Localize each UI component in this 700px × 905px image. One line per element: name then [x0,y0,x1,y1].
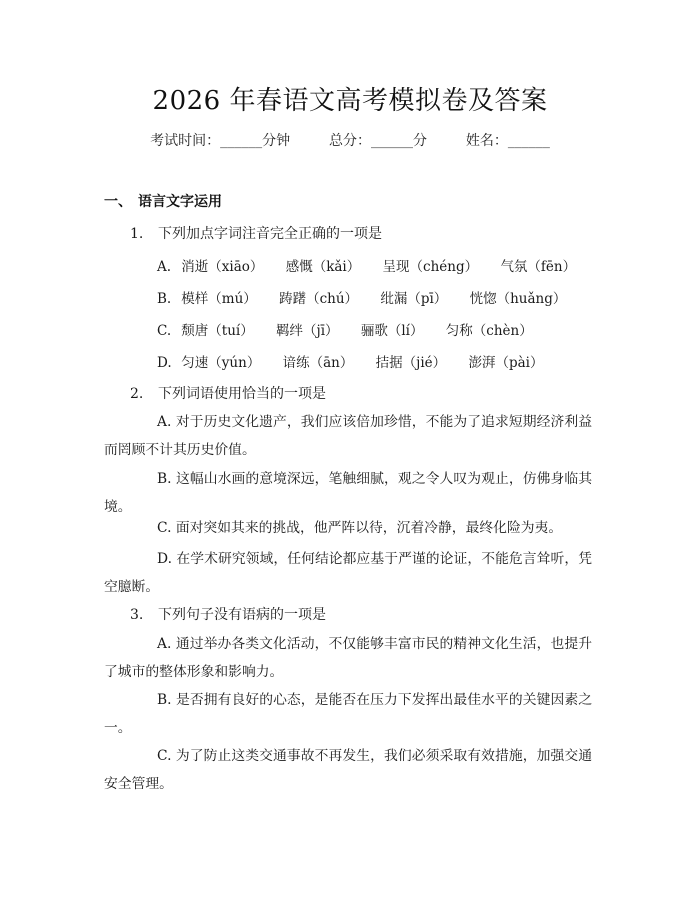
q2-option-c: C. 面对突如其来的挑战，他严阵以待，沉着冷静，最终化险为夷。 [157,520,563,536]
q1-option-a [157,255,594,275]
option-item: 踌躇（chú） [279,291,359,307]
option-item: 模样（mú） [181,291,257,307]
option-item: 呈现（chéng） [382,259,479,275]
option-item: 羁绊（jī） [276,323,339,339]
option-item: 颓唐（tuí） [181,323,254,339]
section-heading [104,191,222,211]
option-letter: B. [157,291,172,307]
option-item: 消逝（xiāo） [181,259,264,275]
name-label: 姓名： [465,133,508,149]
question-number: 2. [130,386,144,402]
time-blank: ______ [220,133,263,149]
question-text: 下列词语使用恰当的一项是 [158,386,326,402]
question-text: 下列句子没有语病的一项是 [158,607,326,623]
q3-option-a: A. 通过举办各类文化活动，不仅能够丰富市民的精神文化生活，也提升了城市的整体形象和影响力。 [104,636,592,680]
name-blank: ______ [507,133,550,149]
option-item: 拮据（jié） [375,355,447,371]
question-2-stem [130,383,326,403]
score-label: 总分： [329,133,371,149]
option-letter: C. [157,323,172,339]
q2-option-b: B. 这幅山水画的意境深远，笔触细腻，观之令人叹为观止，仿佛身临其境。 [104,471,592,515]
option-item: 澎湃（pài） [468,355,544,371]
option-item: 匀速（yún） [181,355,261,371]
question-number: 1. [130,226,144,242]
score-unit: 分 [413,133,427,149]
option-item: 匀称（chèn） [445,323,533,339]
question-3-stem [130,604,326,624]
q1-option-c [157,319,551,339]
q1-option-b [157,287,584,307]
score-blank: ______ [371,133,413,149]
q3-option-c: C. 为了防止这类交通事故不再发生，我们必须采取有效措施，加强交通安全管理。 [104,748,592,792]
section-title: 语言文字运用 [138,194,222,210]
option-letter: A. [157,259,172,275]
option-item: 谙练（ān） [282,355,354,371]
exam-info-line [0,130,700,150]
page-title: 2026 年春语文高考模拟卷及答案 [152,86,548,116]
option-letter: D. [157,355,172,371]
question-number: 3. [130,607,144,623]
option-item: 纰漏（pī） [380,291,448,307]
option-item: 恍惚（huǎng） [469,291,567,307]
option-item: 气氛（fēn） [500,259,577,275]
time-unit: 分钟 [262,133,291,149]
question-1-stem [130,223,382,243]
q1-option-d [157,351,561,371]
option-item: 感慨（kǎi） [285,259,361,275]
section-number: 一、 [104,194,132,210]
q2-option-d: D. 在学术研究领域，任何结论都应基于严谨的论证，不能危言耸听，凭空臆断。 [104,551,592,595]
time-label: 考试时间： [150,133,221,149]
q2-option-a: A. 对于历史文化遗产，我们应该倍加珍惜，不能为了追求短期经济利益而罔顾不计其历史价值。 [104,414,592,458]
q3-option-b: B. 是否拥有良好的心态，是能否在压力下发挥出最佳水平的关键因素之一。 [104,692,592,736]
question-text: 下列加点字词注音完全正确的一项是 [158,226,382,242]
option-item: 骊歌（lí） [360,323,424,339]
